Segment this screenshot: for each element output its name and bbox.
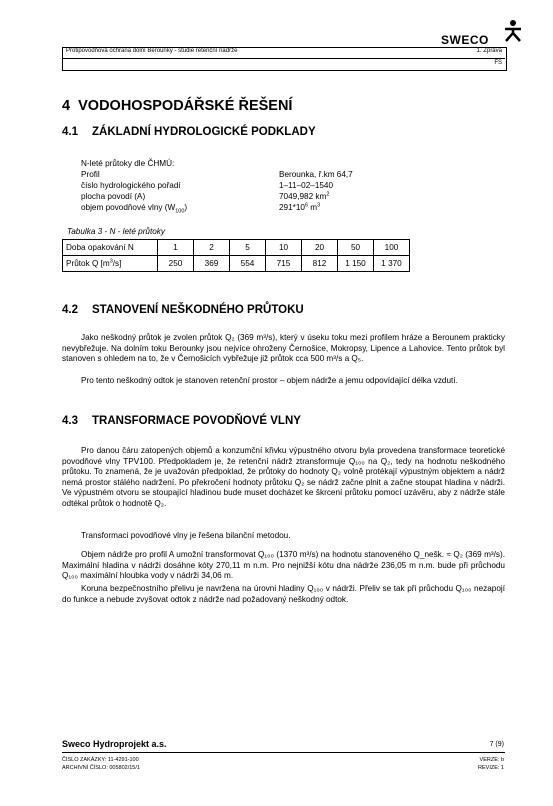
section-heading-4-1 xyxy=(62,126,316,138)
table-caption: Tabulka 3 - N - leté průtoky xyxy=(67,227,165,236)
section-title: ZÁKLADNÍ HYDROLOGICKÉ PODKLADY xyxy=(92,126,316,138)
paragraph: Jako neškodný průtok je zvolen průtok Q₂ (369 m³/s), který v úseku toku mezi profilem hráze a Berounem prakticky nevybřežuje. Na dolním toku Berounky jsou nejvíce ohroženy Černošice, Mokropsy, Lipence a Lahovice. Tento průtok byl stanoven s ohledem na to, že v Černošicích vybřežuje již průtok cca 500 m³/s a Q₅. xyxy=(62,333,505,364)
table-cell: 812 xyxy=(302,256,338,272)
table-cell: 250 xyxy=(158,256,194,272)
paragraph: Pro tento neškodný odtok je stanoven retenční prostor – objem nádrže a jemu odpovídající délka vzdutí. xyxy=(81,376,458,385)
paragraph: Objem nádrže pro profil A umožní transformovat Q₁₀₀ (1370 m³/s) na hodnotu stanoveného Q_nešk. ≈ Q₂ (369 m³/s). Maximální hladina v nádrži dosáhne kóty 270,11 m n.m. Pro nejnižší kótu dna nádrže 236,05 m n.m. bude při průchodu Q₁₀₀ maximální hloubka vody v nádrži 34,06 m. xyxy=(62,550,505,581)
table-row xyxy=(63,240,410,256)
section-title: TRANSFORMACE POVODŇOVÉ VLNY xyxy=(92,415,301,427)
section-number: 4.1 xyxy=(62,126,78,138)
archive-number: ARCHIVNÍ ČÍSLO: 005802/15/1 xyxy=(62,765,140,771)
hydrology-value: Berounka, ř.km 64,7 xyxy=(279,170,353,179)
table-cell: 1 370 xyxy=(374,256,410,272)
hydrology-intro: N-leté průtoky dle ČHMÚ: xyxy=(81,159,175,168)
paragraph: Pro danou čáru zatopených objemů a konzumční křivku výpustného otvoru byla provedena transformace teoretické povodňové vlny TPV100. Předpokladem je, že retenční nádrž ztransformuje Q₁₀₀ na Q₂, tedy na hodnotu neškodného průtoku. To znamená, že je uvažován předpoklad, že průtoky do hodnoty Q₂ volně protékají výpustným objektem a nádrž nemá prostor stálého nadržení. Po překročení hodnoty průtoku Q₂ se nádrž začne plnit a začne stoupat hladina v nádrži. Ve výpustném otvoru se stoupající hladinou bude muset docházet ke škrcení průtoku pomocí uzávěru, aby z nádrže stále odtékal průtok o hodnotě Q₂. xyxy=(62,446,505,508)
hydrology-label: plocha povodí (A) xyxy=(81,192,146,201)
revision: REVIZE: 1 xyxy=(478,765,504,771)
chapter-title: VODOHOSPODÁŘSKÉ ŘEŠENÍ xyxy=(78,98,293,114)
hydrology-value: $291*10^6$ $m^3$ xyxy=(279,202,321,212)
section-title: STANOVENÍ NEŠKODNÉHO PRŮTOKU xyxy=(92,304,304,316)
table-cell: 2 xyxy=(194,240,230,256)
hydrology-label: číslo hydrologického pořadí xyxy=(81,181,181,190)
footer-company: Sweco Hydroprojekt a.s. xyxy=(62,739,167,749)
order-number: ČÍSLO ZAKÁZKY: 11-4291-100 xyxy=(62,757,139,763)
table-cell: 715 xyxy=(266,256,302,272)
table-cell: 369 xyxy=(194,256,230,272)
table-cell: Průtok Q $[m^3/s]$ xyxy=(63,256,158,272)
table-cell: Doba opakování N xyxy=(63,240,158,256)
section-reference: 1. Zpráva xyxy=(476,48,502,54)
flow-table xyxy=(62,239,410,272)
hydrology-value: 1–11–02–1540 xyxy=(279,181,334,190)
section-heading-4-2 xyxy=(62,304,304,316)
hydrology-label: Profil xyxy=(81,170,100,179)
header-divider xyxy=(62,58,505,59)
table-cell: 20 xyxy=(302,240,338,256)
paragraph: Transformaci povodňové vlny je řešena bilanční metodou. xyxy=(81,531,291,540)
paragraph: Koruna bezpečnostního přelivu je navržena na úrovni hladiny Q₁₀₀ v nádrži. Přeliv se tak při průchodu Q₁₀₀ nezapojí do funkce a nebude zvyšovat odtok z nádrže nad požadovaný neškodný odtok. xyxy=(62,584,505,604)
document-title: Protipovodňová ochrana dolní Berounky - studie retenční nádrže xyxy=(66,48,238,54)
sweco-logo-text: SWECO xyxy=(441,33,489,47)
table-row xyxy=(63,256,410,272)
section-number: 4.3 xyxy=(62,415,78,427)
table-cell: 1 150 xyxy=(338,256,374,272)
page-number: 7 (9) xyxy=(489,741,504,748)
hydrology-label: objem povodňové vlny $(W_{100})$ xyxy=(81,203,188,215)
chapter-number: 4 xyxy=(62,98,71,114)
table-cell: 1 xyxy=(158,240,194,256)
version: VERZE: b xyxy=(479,757,504,763)
chapter-heading xyxy=(62,98,292,114)
section-heading-4-3 xyxy=(62,415,301,427)
section-number: 4.2 xyxy=(62,304,78,316)
table-cell: 5 xyxy=(230,240,266,256)
document-code: FS xyxy=(494,60,502,66)
footer-divider xyxy=(62,752,505,753)
sweco-logo-icon xyxy=(503,19,523,43)
table-cell: 100 xyxy=(374,240,410,256)
table-cell: 50 xyxy=(338,240,374,256)
table-cell: 10 xyxy=(266,240,302,256)
hydrology-value: 7049,982 $km^2$ xyxy=(279,191,330,201)
table-cell: 554 xyxy=(230,256,266,272)
